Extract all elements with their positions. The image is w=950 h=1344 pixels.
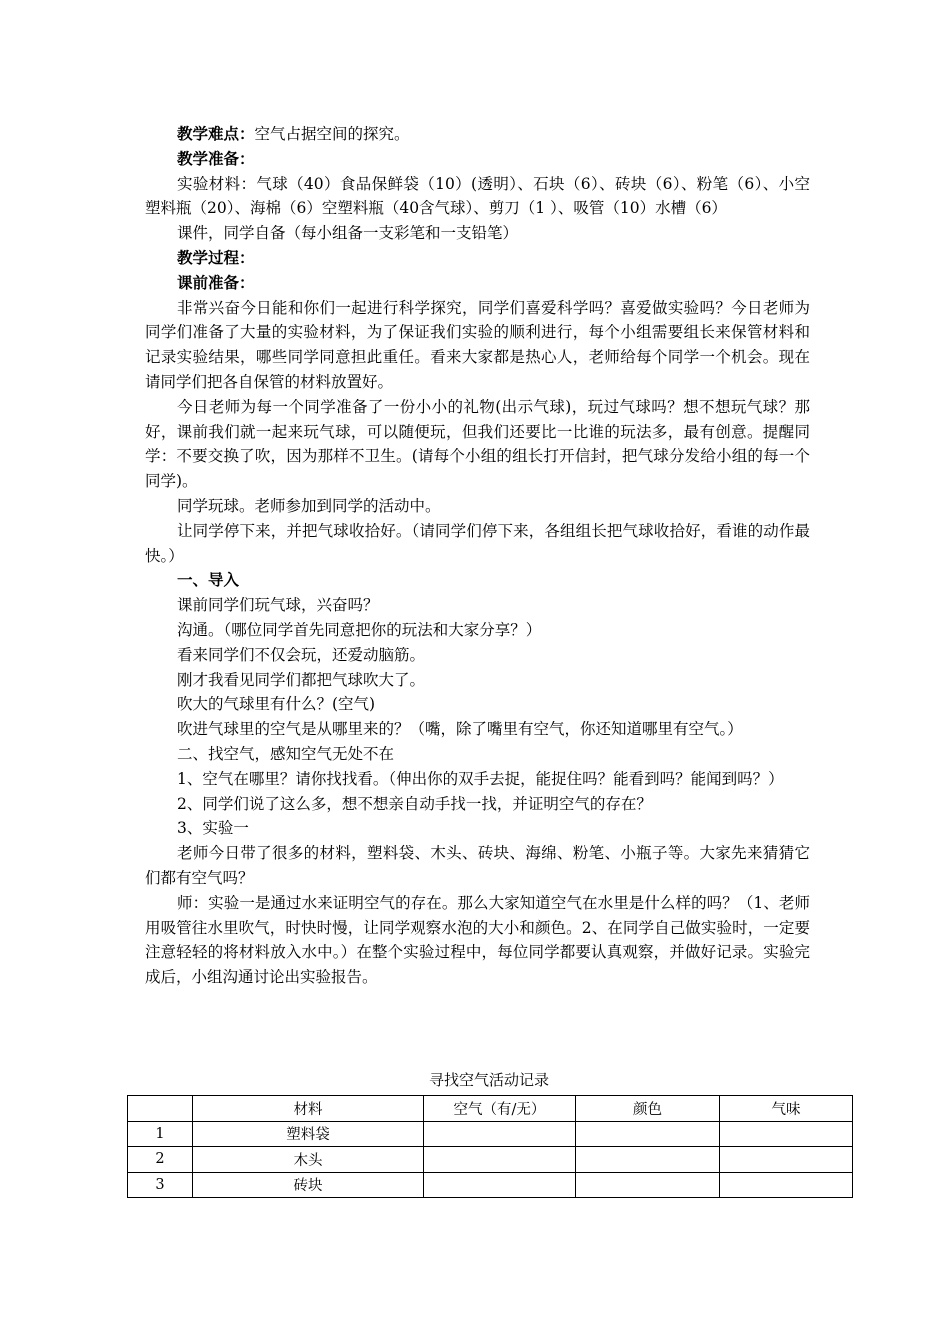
header-cell: 气味 (720, 1096, 853, 1122)
table-caption: 寻找空气活动记录 (428, 1071, 549, 1089)
table-cell (576, 1121, 720, 1147)
table-cell: 砖块 (193, 1172, 424, 1198)
step-one-paragraph: 1、空气在哪里？请你找找看。（伸出你的双手去捉，能捉住吗？能看到吗？能闻到吗？） (177, 769, 784, 788)
section-two-heading: 二、找空气，感知空气无处不在 (177, 744, 395, 763)
table-cell: 3 (128, 1172, 193, 1198)
question-line-2: 沟通。（哪位同学首先同意把你的玩法和大家分享？） (177, 620, 542, 639)
table-cell (424, 1147, 576, 1173)
balloon-paragraph: 今日老师为每一个同学准备了一份小小的礼物(出示气球)，玩过气球吗？想不想玩气球？那好，课前我们就一起来玩气球，可以随便玩，但我们还要比一比谁的玩法多，最有创意。提醒同学：不要交换了吹，因为那样不卫生。(请每个小组的组长打开信封，把气球分发给小组的每一个同学)。 (145, 397, 810, 491)
table-cell (576, 1172, 720, 1198)
table-cell (720, 1121, 853, 1147)
table-row (128, 1172, 853, 1198)
table-cell (424, 1121, 576, 1147)
table-header-row (128, 1096, 853, 1122)
header-cell: 颜色 (576, 1096, 720, 1122)
question-line-1: 课前同学们玩气球，兴奋吗？ (177, 596, 379, 615)
activity-record-table (127, 1095, 853, 1198)
experiment-paragraph: 师：实验一是通过水来证明空气的存在。那么大家知道空气在水里是什么样的吗？（1、老师用吸管往水里吹气，时快时慢，让同学观察水泡的大小和颜色。2、在同学自己做实验时，一定要注意轻轻的将材料放入水中。）在整个实验过程中，每位同学都要认真观察，并做好记录。实验完成后，小组沟通讨论出实验报告。 (145, 893, 810, 987)
section-one-heading: 一、导入 (177, 570, 240, 590)
table-cell: 1 (128, 1121, 193, 1147)
stop-paragraph: 让同学停下来，并把气球收拾好。（请同学们停下来，各组组长把气球收拾好，看谁的动作最快。） (145, 521, 810, 565)
materials-paragraph: 实验材料：气球（40）食品保鲜袋（10）(透明）、石块（6）、砖块（6）、粉笔（6）、小空塑料瓶（20）、海棉（6）空塑料瓶（40含气球）、剪刀（1 ）、吸管（10）水槽（6） (145, 174, 810, 218)
header-cell: 材料 (193, 1096, 424, 1122)
table-cell: 2 (128, 1147, 193, 1173)
courseware-line: 课件，同学自备（每小组备一支彩笔和一支铅笔） (177, 224, 519, 243)
process-heading: 教学过程： (177, 247, 255, 267)
header-cell (128, 1096, 193, 1122)
intro-paragraph: 非常兴奋今日能和你们一起进行科学探究，同学们喜爱科学吗？喜爱做实验吗？今日老师为同学们准备了大量的实验材料，为了保证我们实验的顺利进行，每个小组需要组长来保管材料和记录实验结果，哪些同学同意担此重任。看来大家都是热心人，老师给每个同学一个机会。现在请同学们把各自保管的材料放置好。 (145, 298, 810, 391)
step-two-line: 2、同学们说了这么多，想不想亲自动手找一找，并证明空气的存在？ (177, 794, 652, 813)
document-body (145, 122, 810, 990)
difficulty-line (145, 122, 810, 147)
table-cell (720, 1147, 853, 1173)
difficulty-heading: 教学难点： (177, 124, 255, 143)
play-line: 同学玩球。老师参加到同学的活动中。 (177, 496, 441, 515)
header-cell: 空气（有/无） (424, 1096, 576, 1122)
table-cell (720, 1172, 853, 1198)
table-cell: 塑料袋 (193, 1121, 424, 1147)
step-three-line: 3、实验一 (177, 819, 249, 838)
difficulty-text: 空气占据空间的探究。 (254, 125, 410, 143)
table-row (128, 1147, 853, 1173)
question-line-5: 吹大的气球里有什么？(空气) (177, 695, 376, 714)
table-cell: 木头 (193, 1147, 424, 1173)
table-cell (576, 1147, 720, 1173)
table-row (128, 1121, 853, 1147)
materials-guess-paragraph: 老师今日带了很多的材料，塑料袋、木头、砖块、海绵、粉笔、小瓶子等。大家先来猜猜它们都有空气吗？ (145, 844, 810, 887)
question-line-6: 吹进气球里的空气是从哪里来的？（嘴，除了嘴里有空气，你还知道哪里有空气。） (177, 720, 743, 739)
pre-class-heading: 课前准备： (177, 272, 255, 292)
table-cell (424, 1172, 576, 1198)
question-line-4: 刚才我看见同学们都把气球吹大了。 (177, 670, 426, 689)
preparation-heading: 教学准备： (177, 148, 255, 168)
question-line-3: 看来同学们不仅会玩，还爱动脑筋。 (177, 645, 426, 664)
